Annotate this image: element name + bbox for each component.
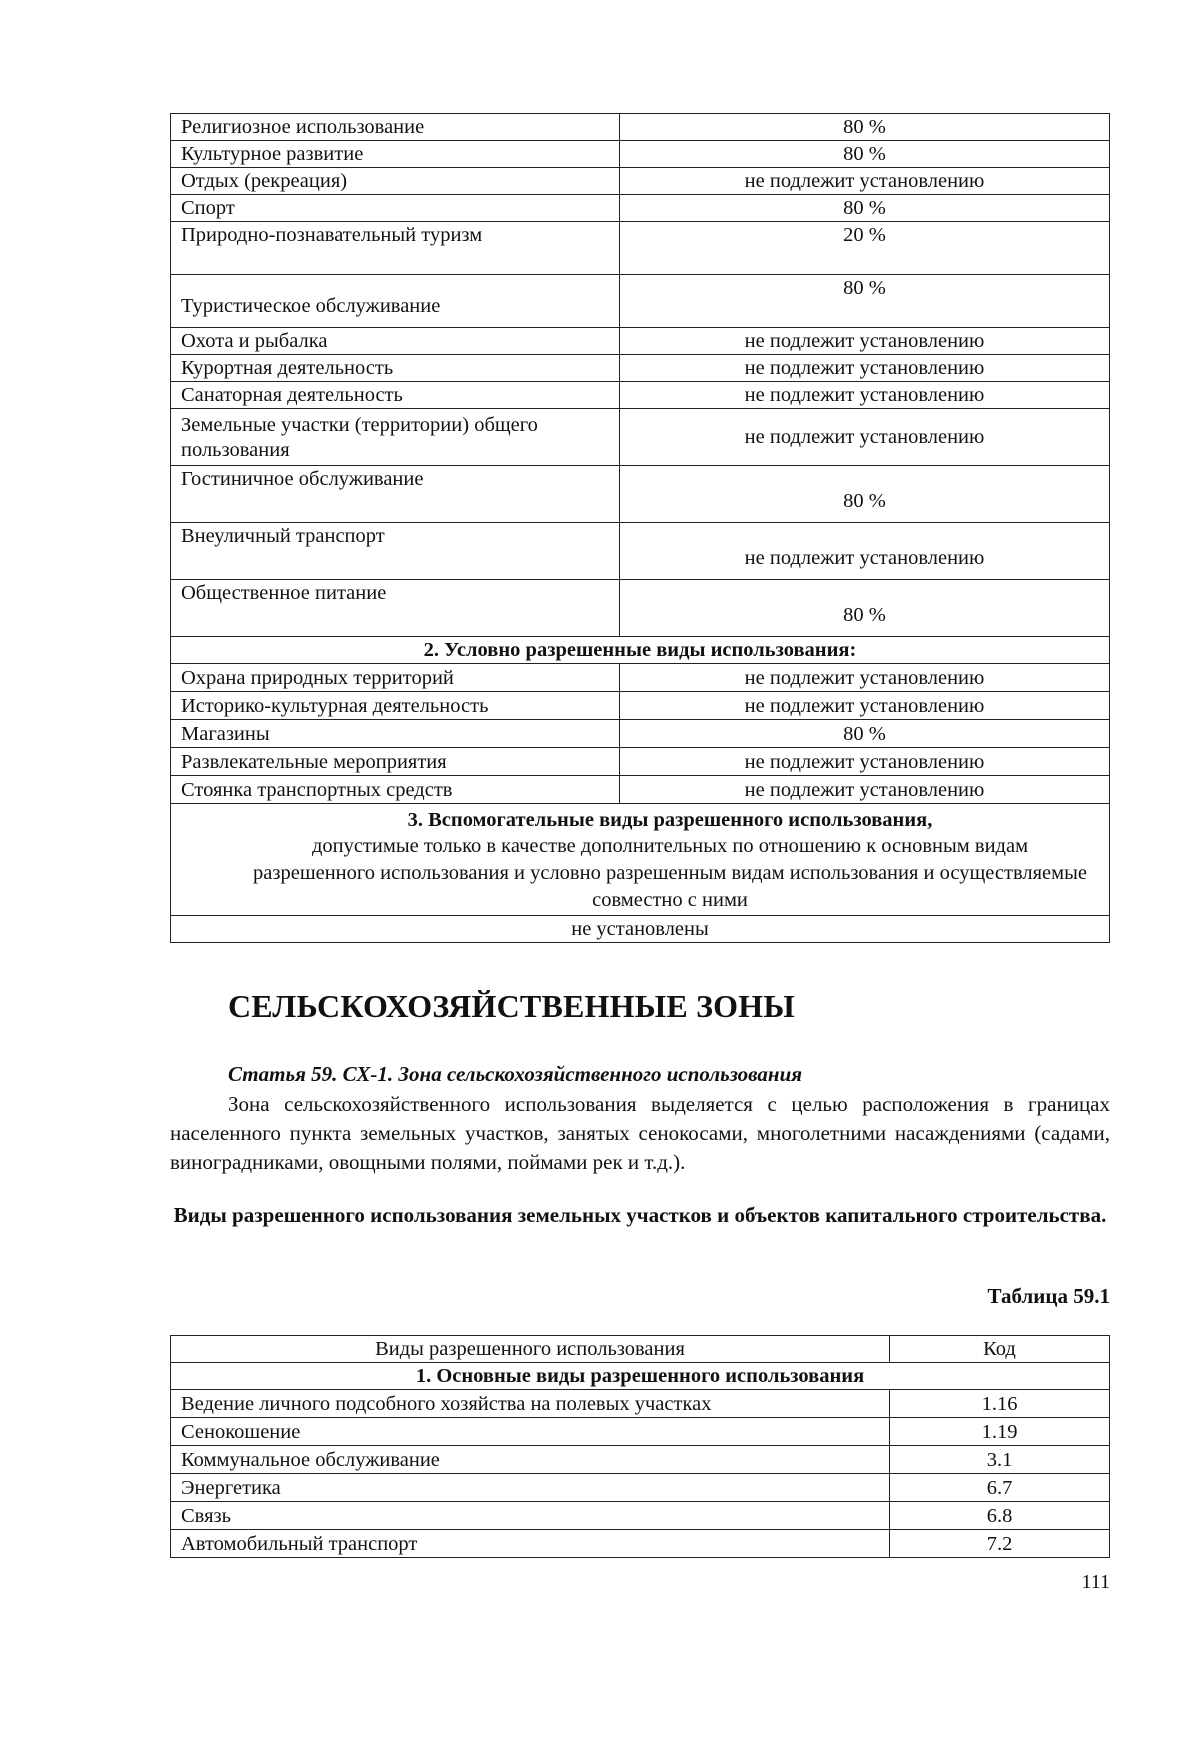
percent-cell: не подлежит установлению [620,748,1110,776]
table-row [171,168,1110,195]
use-type-cell: Развлекательные мероприятия [171,748,620,776]
use-type-cell: Санаторная деятельность [171,382,620,409]
use-type-cell: Курортная деятельность [171,355,620,382]
section-3-title: 3. Вспомогательные виды разрешенного использования, [407,808,933,831]
use-type-cell: Природно-познавательный туризм [171,222,620,275]
use-type-cell: Ведение личного подсобного хозяйства на полевых участках [171,1390,890,1418]
permitted-use-table-continued [170,113,1110,943]
table-row [171,195,1110,222]
table-59-1 [170,1335,1110,1558]
use-type-cell: Охрана природных территорий [171,664,620,692]
use-type-cell: Культурное развитие [171,141,620,168]
table-row [171,1418,1110,1446]
percent-cell: не подлежит установлению [620,328,1110,355]
use-type-cell: Земельные участки (территории) общего пользования [171,409,620,466]
percent-cell: не подлежит установлению [620,409,1110,466]
use-type-cell: Внеуличный транспорт [171,523,620,580]
use-type-cell: Автомобильный транспорт [171,1530,890,1558]
percent-cell: 80 % [620,114,1110,141]
table-row [171,776,1110,804]
percent-cell: 80 % [620,720,1110,748]
percent-cell: не подлежит установлению [620,168,1110,195]
percent-cell: не подлежит установлению [620,523,1110,580]
column-header-type: Виды разрешенного использования [171,1336,890,1363]
use-type-cell: Спорт [171,195,620,222]
use-type-cell: Коммунальное обслуживание [171,1446,890,1474]
page-number: 111 [1081,1571,1110,1593]
use-type-cell: Стоянка транспортных средств [171,776,620,804]
table-row [171,1502,1110,1530]
code-cell: 7.2 [890,1530,1110,1558]
percent-cell: 20 % [620,222,1110,275]
table-row [171,114,1110,141]
section-header-row [171,804,1110,916]
use-type-cell: Историко-культурная деятельность [171,692,620,720]
table-row [171,355,1110,382]
use-type-cell: Отдых (рекреация) [171,168,620,195]
table-row [171,580,1110,637]
table-row [171,1390,1110,1418]
code-cell: 6.7 [890,1474,1110,1502]
table-row [171,1530,1110,1558]
use-type-cell: Общественное питание [171,580,620,637]
section-header-row [171,637,1110,664]
percent-cell: 80 % [620,141,1110,168]
table-row [171,720,1110,748]
table-row [171,409,1110,466]
table-row [171,328,1110,355]
table-row [171,664,1110,692]
percent-cell: не подлежит установлению [620,692,1110,720]
article-title: Статья 59. СХ-1. Зона сельскохозяйственного использования [228,1062,803,1086]
percent-cell: не подлежит установлению [620,355,1110,382]
percent-cell: 80 % [620,195,1110,222]
article-text: Зона сельскохозяйственного использования выделяется с целью расположения в границах населенного пункта земельных участков, занятых сенокосами, многолетними насаждениями (садами, виноградниками, овощными полями, поймами рек и т.д.). [170,1092,1110,1174]
use-type-cell: Энергетика [171,1474,890,1502]
table-label: Таблица 59.1 [987,1284,1110,1308]
code-cell: 3.1 [890,1446,1110,1474]
table-row [171,275,1110,328]
section-3-value: не установлены [171,916,1110,943]
table-row [171,692,1110,720]
percent-cell: не подлежит установлению [620,382,1110,409]
table-row [171,466,1110,523]
use-type-cell: Религиозное использование [171,114,620,141]
use-type-cell: Туристическое обслуживание [171,275,620,328]
use-type-cell: Сенокошение [171,1418,890,1446]
zone-title: СЕЛЬСКОХОЗЯЙСТВЕННЫЕ ЗОНЫ [228,988,795,1024]
percent-cell: 80 % [620,580,1110,637]
table-row [171,382,1110,409]
section-2-title: 2. Условно разрешенные виды использования: [171,637,1110,664]
table-row [171,916,1110,943]
column-header-code: Код [890,1336,1110,1363]
section-header-row [171,1363,1110,1390]
section-3-cell [171,804,1110,916]
percent-cell: 80 % [620,466,1110,523]
table-header-row [171,1336,1110,1363]
use-type-cell: Гостиничное обслуживание [171,466,620,523]
table-row [171,748,1110,776]
code-cell: 6.8 [890,1502,1110,1530]
table-row [171,222,1110,275]
use-type-cell: Магазины [171,720,620,748]
types-heading: Виды разрешенного использования земельных участков и объектов капитального строительства. [173,1203,1107,1227]
code-cell: 1.19 [890,1418,1110,1446]
use-type-cell: Охота и рыбалка [171,328,620,355]
percent-cell: 80 % [620,275,1110,328]
percent-cell: не подлежит установлению [620,776,1110,804]
code-cell: 1.16 [890,1390,1110,1418]
table-row [171,523,1110,580]
section-3-note: допустимые только в качестве дополнительных по отношению к основным видам разрешенного использования и условно разрешенным видам использования и осуществляемые совместно с ними [253,834,1087,911]
section-1-title: 1. Основные виды разрешенного использования [171,1363,1110,1390]
table-row [171,1474,1110,1502]
use-type-cell: Связь [171,1502,890,1530]
table-row [171,141,1110,168]
table-row [171,1446,1110,1474]
percent-cell: не подлежит установлению [620,664,1110,692]
